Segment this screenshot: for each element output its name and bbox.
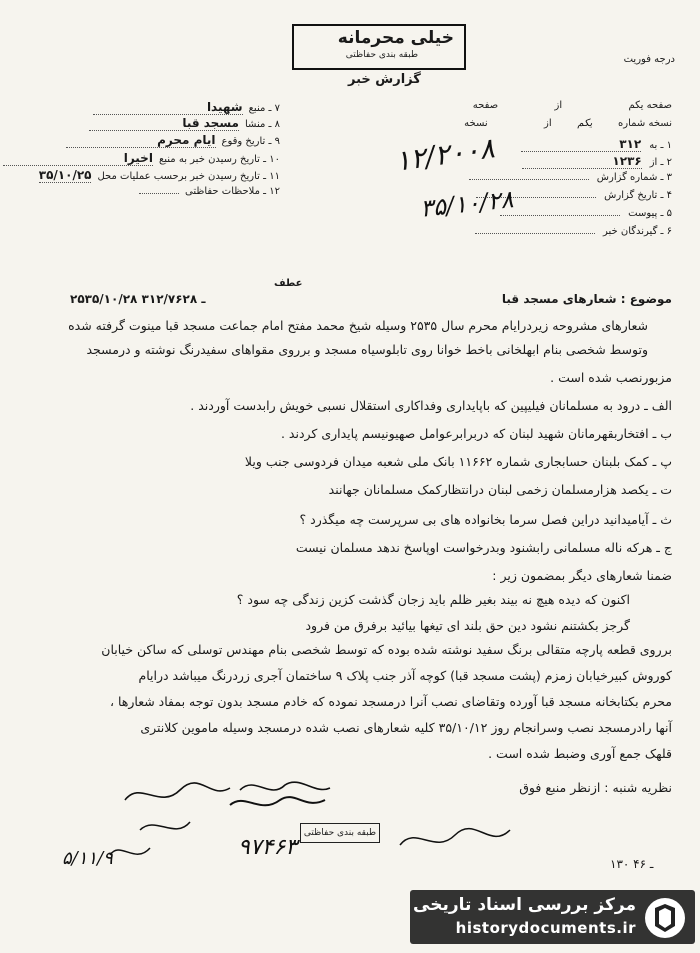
handwritten-date: ۵/۱۱/۹	[62, 848, 113, 869]
body-line: قلهک جمع آوری وضبط شده است .	[488, 746, 672, 761]
signature-label	[30, 930, 32, 931]
reference-label: عطف	[274, 278, 303, 289]
signatures-drawing	[80, 770, 350, 870]
body-line: ث ـ آیامیدانید دراین فصل سرما بخانواده های بی سرپرست چه میگذرد ؟	[299, 512, 672, 527]
stamp-title: خیلی محرمانه	[337, 28, 454, 48]
left-field-label: ۱۰ ـ تاریخ رسیدن خبر به منبع	[158, 154, 280, 165]
subject-value: شعارهای مسجد قبا	[501, 292, 617, 306]
body-line: مزبورنصب شده است .	[550, 370, 672, 385]
right-field-value: ۳۱۲	[521, 137, 641, 152]
left-field-row	[93, 100, 280, 115]
page-number-label: صفحه یکم از صفحه	[472, 100, 672, 111]
right-field-row	[500, 208, 672, 219]
right-field-value	[469, 179, 589, 180]
handwritten-report-date: ۳۵/۱۰/۲۸	[418, 185, 515, 223]
stamp-subtitle: طبقه بندی حفاظتی	[345, 50, 418, 60]
left-field-label: ۱۱ ـ تاریخ رسیدن خبر برحسب عملیات محل	[97, 171, 280, 182]
reference-number: ۲۵۳۵/۱۰/۲۸ ـ ۳۱۲/۷۶۲۸	[70, 292, 206, 306]
left-field-row	[3, 151, 280, 166]
left-field-value	[139, 193, 179, 194]
serial-number: ۱۳۰ ـ ۴۶	[610, 857, 654, 871]
right-field-label: ۳ ـ شماره گزارش	[596, 172, 672, 183]
right-field-row	[469, 172, 672, 183]
body-line: کوروش کبیرخیابان زمزم (پشت مسجد قبا) کوچه آذر جنب پلاک ۹ ساختمان آجری زردرنگ میباشد درایام	[138, 668, 672, 683]
body-line: پ ـ کمک بلبنان حسابجاری شماره ۱۱۶۶۲ بانک ملی شعبه میدان فردوسی جنب ویلا	[244, 454, 672, 469]
right-field-label: ۱ ـ به	[649, 140, 672, 151]
left-field-label: ۷ ـ منبع	[248, 103, 280, 114]
right-field-value	[500, 215, 620, 216]
handwritten-number: ۹۷۴۶۳	[238, 835, 298, 860]
body-line: برروی قطعه پارچه متقالی برنگ سفید نوشته شده بوده که توسط شخصی بنام مهندس توسلی که ساکن خیابان	[101, 642, 672, 657]
right-field-label: ۴ ـ تاریخ گزارش	[604, 190, 672, 201]
body-line: وتوسط شخصی بنام ابهلخانی باخط خوانا روی تابلوسیاه مسجد و برروی مقواهای سفیدرنگ نوشته و درمسجد	[86, 342, 648, 357]
left-field-value: شهیدا	[93, 100, 243, 115]
handwritten-report-number: ۱۲/۲۰۰۸	[393, 131, 497, 178]
right-field-label: ۲ ـ از	[649, 157, 672, 168]
left-field-row	[89, 116, 280, 131]
body-line: الف ـ درود به مسلمانان فیلیپین که باپایداری وفداکاری استقلال نسبی خویش رابدست آوردند .	[190, 398, 672, 413]
copy-number-label: نسخه شماره یکم از نسخه	[464, 118, 672, 129]
right-field-row	[521, 137, 672, 152]
body-line: ت ـ یکصد هزارمسلمان زخمی لبنان درانتظارکمک مسلمانان جهانند	[328, 482, 672, 497]
right-field-row	[475, 226, 672, 237]
left-field-row	[139, 186, 280, 197]
left-field-row	[66, 133, 280, 148]
right-field-value	[475, 233, 595, 234]
right-field-label: ۵ ـ پیوست	[628, 208, 672, 219]
left-field-label: ۱۲ ـ ملاحظات حفاظتی	[185, 186, 280, 197]
left-field-label: ۹ ـ تاریخ وقوع	[221, 136, 280, 147]
left-field-value: اخیرا	[3, 151, 153, 166]
left-field-row	[39, 168, 280, 183]
footer-classification-stamp: طبقه بندی حفاظتی	[300, 823, 380, 843]
right-field-row	[522, 154, 672, 169]
signature-right-drawing	[395, 820, 515, 860]
body-line: اکنون که دیده هیچ نه بیند بغیر ظلم باید زجان گذشت کزین زندگی چه سود ؟	[236, 592, 630, 607]
right-field-value: ۱۲۳۶	[522, 154, 642, 169]
left-field-value: ۳۵/۱۰/۲۵	[38, 168, 92, 182]
body-line: ب ـ افتخاربقهرمانان شهید لبنان که دربرابرعوامل صهیونیسم پایداری کردند .	[280, 426, 672, 441]
body-line: شعارهای مشروحه زیردرایام محرم سال ۲۵۳۵ وسیله شیخ محمد مفتح امام جماعت مسجد قبا مینوت گرفته شده	[68, 318, 648, 333]
left-field-value: مسجد قبا	[89, 116, 239, 131]
body-line: محرم بکتابخانه مسجد قبا آورده وتقاضای نصب آنرا درمسجد نموده که خادم مسجد بدون توجه بمفاد شعارها ،	[109, 694, 672, 709]
watermark-url[interactable]: historydocuments.ir	[455, 919, 636, 937]
right-field-label: ۶ ـ گیرندگان خبر	[602, 226, 672, 237]
body-line: نظریه شنبه : ازنظر منبع فوق	[519, 780, 672, 795]
archive-logo-icon	[643, 896, 687, 940]
left-field-label: ۸ ـ منشا	[244, 119, 280, 130]
watermark-title: مرکز بررسی اسناد تاریخی	[413, 895, 636, 915]
report-title: گزارش خبر	[348, 72, 421, 87]
body-line: ضمنا شعارهای دیگر بمضمون زیر :	[492, 568, 672, 583]
classification-stamp	[292, 24, 466, 70]
body-line: آنها رادرمسجد نصب وسرانجام روز ۳۵/۱۰/۱۲ کلیه شعارهای نصب شده درمسجد وسیله ماموین کلانتری	[140, 720, 672, 735]
body-line: ج ـ هرکه ناله مسلمانی رابشنود وبدرخواست اوپاسخ ندهد مسلمان نیست	[295, 540, 672, 555]
body-line: گرجز بکشتنم نشود دین حق بلند ای تیغها بیائید برفرق من فرود	[305, 618, 630, 633]
subject-label: موضوع : شعارهای مسجد قبا	[501, 292, 672, 306]
left-field-value: ایام محرم	[66, 133, 216, 148]
urgency-label: درجه فوریت	[623, 54, 675, 65]
